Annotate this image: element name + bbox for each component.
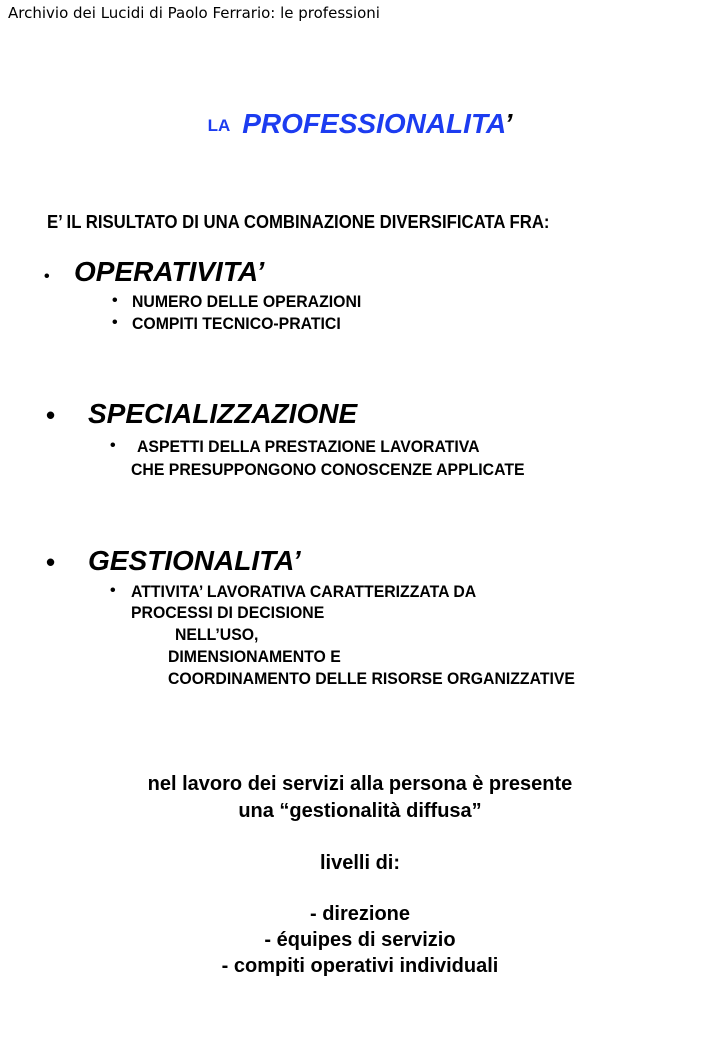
list-item: COMPITI TECNICO-PRATICI xyxy=(132,314,341,333)
closing-line: nel lavoro dei servizi alla persona è presente xyxy=(147,773,573,795)
bullet-icon: • xyxy=(46,547,56,577)
page-title xyxy=(0,108,720,140)
level-item: - équipes di servizio xyxy=(264,929,456,951)
title-prefix: LA xyxy=(207,116,231,135)
bullet-icon: • xyxy=(46,400,56,430)
list-item-line: NELL’USO, xyxy=(175,625,259,644)
list-item-line: CHE PRESUPPONGONO CONOSCENZE APPLICATE xyxy=(131,460,525,479)
title-apostrophe: ’ xyxy=(504,108,513,139)
archive-header: Archivio dei Lucidi di Paolo Ferrario: le professioni xyxy=(8,4,380,22)
section-label: GESTIONALITA’ xyxy=(88,545,301,576)
bullet-icon: • xyxy=(112,314,118,331)
level-item: - compiti operativi individuali xyxy=(221,955,499,977)
bullet-icon: • xyxy=(112,292,118,309)
list-item: NUMERO DELLE OPERAZIONI xyxy=(132,292,362,311)
intro-text: E’ IL RISULTATO DI UNA COMBINAZIONE DIVERSIFICATA FRA: xyxy=(47,212,550,232)
section-label: SPECIALIZZAZIONE xyxy=(88,398,358,429)
list-item-line: DIMENSIONAMENTO E xyxy=(168,647,341,666)
list-item-line: COORDINAMENTO DELLE RISORSE ORGANIZZATIVE xyxy=(168,669,575,688)
title-main: PROFESSIONALITA xyxy=(242,108,505,139)
section-label: OPERATIVITA’ xyxy=(74,256,265,287)
list-item-line: PROCESSI DI DECISIONE xyxy=(131,603,325,622)
bullet-icon: • xyxy=(110,582,116,599)
levels-label: livelli di: xyxy=(319,852,401,874)
level-item: - direzione xyxy=(309,903,410,925)
list-item-line: ATTIVITA’ LAVORATIVA CARATTERIZZATA DA xyxy=(131,582,477,601)
closing-line: una “gestionalità diffusa” xyxy=(238,800,482,822)
bullet-icon: • xyxy=(44,268,50,285)
list-item-line: ASPETTI DELLA PRESTAZIONE LAVORATIVA xyxy=(137,437,480,456)
bullet-icon: • xyxy=(110,437,116,454)
